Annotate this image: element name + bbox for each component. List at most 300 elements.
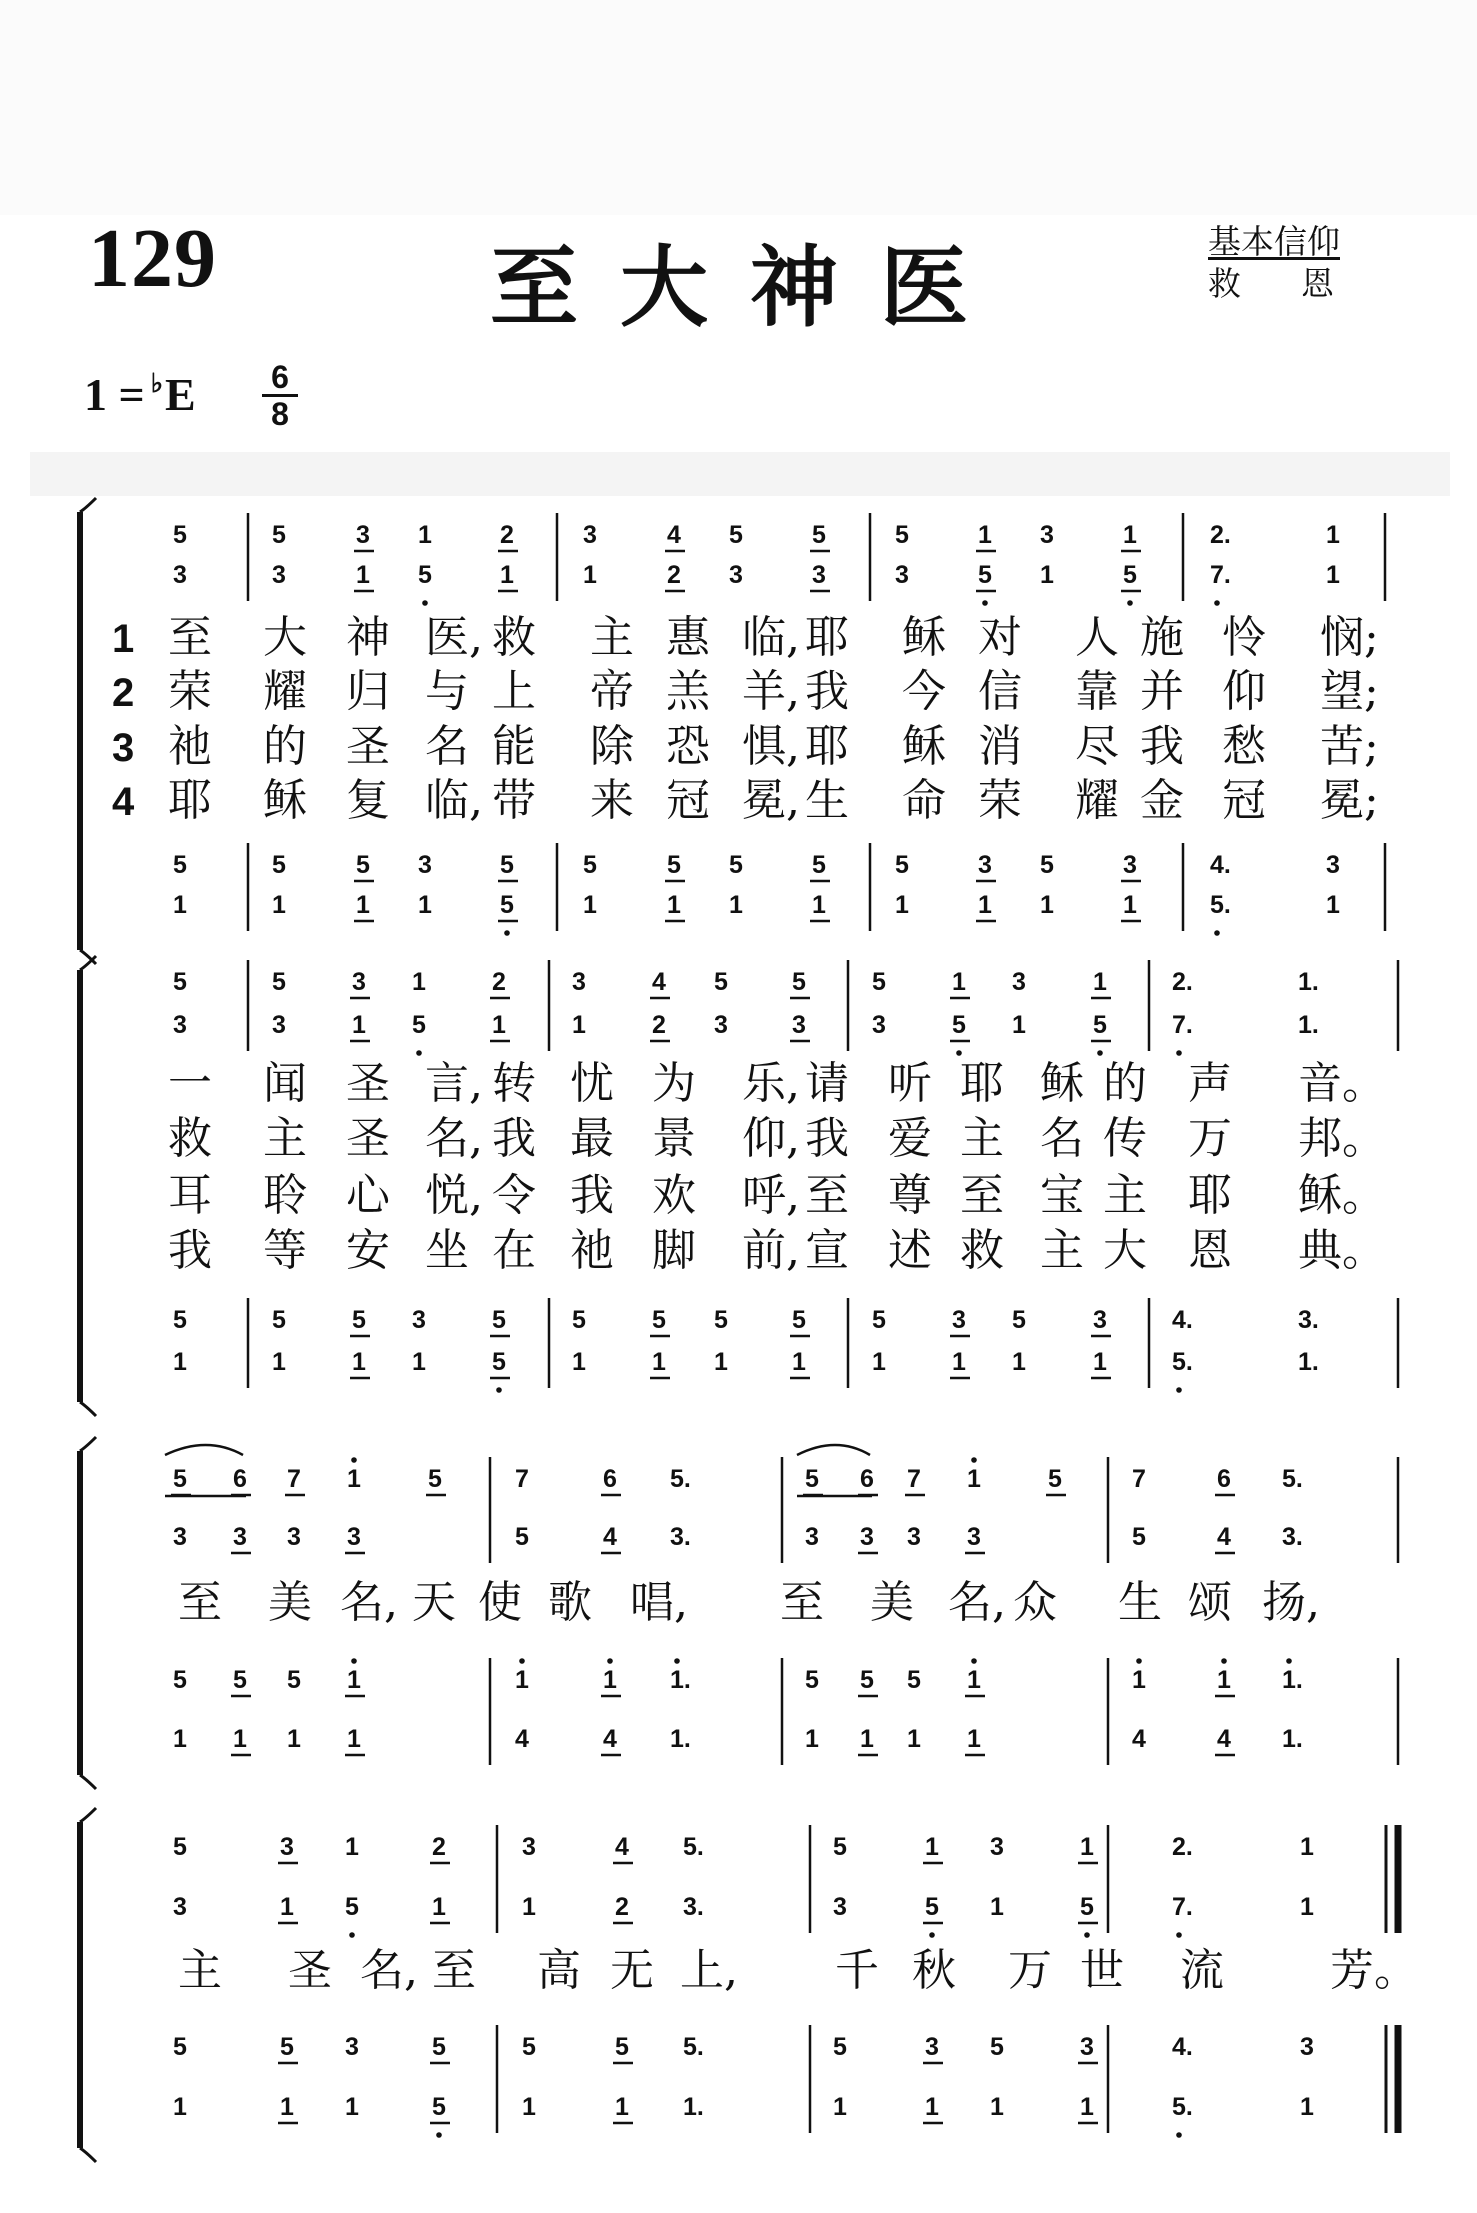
lyric-char: 临, [425, 775, 483, 826]
alto-note: 3 [272, 1011, 286, 1039]
melody-note: 1 [1093, 968, 1107, 996]
melody-note: 5 [805, 1465, 819, 1493]
tenor-note: 5 [492, 1306, 506, 1334]
melody-note: 1 [418, 521, 432, 549]
lyric-char: 临, [742, 612, 800, 663]
bass-note: 1 [173, 1348, 187, 1376]
lyric-char: 悦, [425, 1170, 483, 1221]
bass-note: 1 [352, 1348, 366, 1376]
octave-high-dot [674, 1658, 680, 1664]
lyric-char: 冕; [1320, 775, 1379, 826]
alto-note: 3. [670, 1523, 691, 1551]
lyric-char: 转 [492, 1058, 536, 1109]
bass-note: 5 [492, 1348, 506, 1376]
tenor-note: 1 [603, 1666, 617, 1694]
alto-note: 1 [583, 561, 597, 589]
tenor-note: 3 [1080, 2033, 1094, 2061]
key-signature [84, 368, 196, 421]
octave-low-dot [1214, 930, 1220, 936]
bass-note: 1. [1298, 1348, 1319, 1376]
tenor-note: 5 [280, 2033, 294, 2061]
lyric-char: 最 [570, 1113, 614, 1164]
alto-note: 3 [805, 1523, 819, 1551]
bracket-hook-bottom [80, 950, 96, 964]
lyric-char: 呼, [742, 1170, 800, 1221]
lyric-char: 歌 [548, 1577, 592, 1628]
tenor-note: 5 [652, 1306, 666, 1334]
alto-note: 3 [173, 1011, 187, 1039]
octave-low-dot [1127, 600, 1133, 606]
lyric-char: 恐 [666, 721, 710, 772]
melody-note: 4 [652, 968, 666, 996]
lyric-char: 一 [168, 1058, 212, 1109]
tenor-note: 5 [572, 1306, 586, 1334]
lyric-char: 帝 [590, 666, 634, 717]
lyric-char: 救 [960, 1225, 1004, 1276]
alto-note: 5 [1132, 1523, 1146, 1551]
octave-high-dot [1136, 1658, 1142, 1664]
lyric-char: 大 [1103, 1225, 1147, 1276]
lyric-char: 唱, [630, 1577, 688, 1628]
lyric-char: 主 [960, 1113, 1004, 1164]
melody-note: 1 [347, 1465, 361, 1493]
lyric-char: 颂 [1188, 1577, 1232, 1628]
alto-note: 1. [1298, 1011, 1319, 1039]
lyric-char: 稣。 [1298, 1170, 1386, 1221]
alto-note: 7. [1172, 1011, 1193, 1039]
lyric-char: 仰, [742, 1113, 800, 1164]
lyric-char: 传 [1103, 1113, 1147, 1164]
bass-note: 1 [272, 1348, 286, 1376]
lyric-char: 名, [340, 1577, 398, 1628]
alto-note: 1 [356, 561, 370, 589]
lyric-char: 的 [1103, 1058, 1147, 1109]
melody-note: 4 [615, 1833, 629, 1861]
tenor-note: 3 [925, 2033, 939, 2061]
melody-note: 2 [492, 968, 506, 996]
tenor-note: 5 [583, 851, 597, 879]
lyric-char: 大 [263, 612, 307, 663]
alto-note: 1 [522, 1893, 536, 1921]
lyric-char: 稣 [1040, 1058, 1084, 1109]
alto-note: 5 [925, 1893, 939, 1921]
key-note: E [164, 369, 196, 420]
lyric-char: 心 [346, 1170, 390, 1221]
octave-low-dot [1084, 1932, 1090, 1938]
lyric-char: 医, [425, 612, 483, 663]
tenor-note: 5 [833, 2033, 847, 2061]
tenor-note: 3 [1093, 1306, 1107, 1334]
lyric-char: 望; [1320, 666, 1379, 717]
lyric-char: 耶 [960, 1058, 1004, 1109]
alto-note: 3 [173, 561, 187, 589]
lyric-char: 我 [1140, 721, 1184, 772]
bass-note: 1 [978, 891, 992, 919]
tenor-note: 3 [978, 851, 992, 879]
lyric-char: 主 [263, 1113, 307, 1164]
melody-note: 5 [714, 968, 728, 996]
hymn-title: 至大神医 [490, 235, 1011, 339]
melody-note: 5 [895, 521, 909, 549]
bracket-hook-top [80, 956, 96, 970]
lyric-char: 声 [1188, 1058, 1232, 1109]
octave-low-dot [349, 1932, 355, 1938]
lyric-char: 至 [168, 612, 212, 663]
tenor-note: 1 [967, 1666, 981, 1694]
lyric-char: 冠 [1222, 775, 1266, 826]
lyric-char: 邦。 [1298, 1113, 1386, 1164]
bass-note: 1 [1080, 2093, 1094, 2121]
tenor-note: 5 [907, 1666, 921, 1694]
lyric-char: 天 [412, 1577, 456, 1628]
time-signature [262, 360, 298, 431]
alto-note: 3 [272, 561, 286, 589]
bass-note: 1 [173, 891, 187, 919]
octave-high-dot [971, 1658, 977, 1664]
lyric-char: 名 [1040, 1113, 1084, 1164]
lyric-char: 能 [492, 721, 536, 772]
melody-note: 1 [1080, 1833, 1094, 1861]
lyric-char: 荣 [168, 666, 212, 717]
alto-note: 3 [714, 1011, 728, 1039]
melody-note: 3 [1012, 968, 1026, 996]
lyric-char: 欢 [652, 1170, 696, 1221]
time-signature-top: 6 [271, 359, 289, 395]
alto-note: 3 [907, 1523, 921, 1551]
bass-note: 1 [833, 2093, 847, 2121]
lyric-char: 圣 [346, 1113, 390, 1164]
lyric-char: 上 [492, 666, 536, 717]
slur [797, 1445, 870, 1455]
alto-note: 5 [345, 1893, 359, 1921]
alto-note: 1 [1326, 561, 1340, 589]
lyric-char: 复 [346, 775, 390, 826]
lyric-char: 在 [492, 1225, 536, 1276]
alto-note: 5 [952, 1011, 966, 1039]
lyric-char: 我 [805, 1113, 849, 1164]
lyric-char: 聆 [263, 1170, 307, 1221]
lyric-char: 为 [652, 1058, 696, 1109]
bracket-hook-top [80, 498, 96, 512]
bass-note: 1 [805, 1725, 819, 1753]
lyric-char: 耶 [805, 612, 849, 663]
lyric-char: 悯; [1320, 612, 1379, 663]
tenor-note: 5 [272, 1306, 286, 1334]
lyric-char: 前, [742, 1225, 800, 1276]
lyric-char: 流 [1180, 1945, 1224, 1996]
bracket-hook-bottom [80, 1775, 96, 1789]
octave-low-dot [1176, 2132, 1182, 2138]
flat-sign: ♭ [150, 369, 163, 398]
melody-note: 1. [1298, 968, 1319, 996]
lyric-char: 至 [960, 1170, 1004, 1221]
tenor-note: 3 [412, 1306, 426, 1334]
tenor-note: 5 [173, 2033, 187, 2061]
bass-note: 1 [615, 2093, 629, 2121]
lyric-char: 音。 [1298, 1058, 1386, 1109]
tenor-note: 5 [714, 1306, 728, 1334]
lyric-char: 祂 [570, 1225, 614, 1276]
octave-high-dot [607, 1658, 613, 1664]
melody-note: 6 [603, 1465, 617, 1493]
bracket-hook-top [80, 1808, 96, 1822]
melody-note: 5 [173, 1833, 187, 1861]
octave-high-dot [1221, 1658, 1227, 1664]
lyric-char: 耶 [1188, 1170, 1232, 1221]
alto-note: 1 [572, 1011, 586, 1039]
alto-note: 3 [233, 1523, 247, 1551]
lyric-char: 乐, [742, 1058, 800, 1109]
alto-note: 1 [432, 1893, 446, 1921]
alto-note: 3 [173, 1893, 187, 1921]
melody-note: 1 [345, 1833, 359, 1861]
hymn-number: 129 [88, 212, 217, 305]
alto-note: 3 [347, 1523, 361, 1551]
octave-low-dot [1176, 1050, 1182, 1056]
melody-note: 5 [729, 521, 743, 549]
bass-note: 1 [860, 1725, 874, 1753]
time-signature-bottom: 8 [262, 394, 298, 431]
lyric-char: 我 [168, 1225, 212, 1276]
melody-note: 7 [1132, 1465, 1146, 1493]
melody-note: 3 [352, 968, 366, 996]
lyric-char: 我 [570, 1170, 614, 1221]
bracket-hook-bottom [80, 2148, 96, 2162]
lyric-char: 至 [178, 1577, 222, 1628]
bass-note: 1 [1300, 2093, 1314, 2121]
lyric-char: 信 [978, 666, 1022, 717]
alto-note: 5 [412, 1011, 426, 1039]
tenor-note: 5 [1040, 851, 1054, 879]
alto-note: 4 [1217, 1523, 1231, 1551]
tenor-note: 5 [812, 851, 826, 879]
lyric-char: 圣 [346, 1058, 390, 1109]
melody-note: 5 [173, 1465, 187, 1493]
alto-note: 3 [872, 1011, 886, 1039]
melody-note: 1 [412, 968, 426, 996]
verse-number: 1 [112, 617, 135, 661]
melody-note: 6 [860, 1465, 874, 1493]
lyric-char: 名, [425, 1113, 483, 1164]
alto-note: 3 [173, 1523, 187, 1551]
lyric-char: 施 [1140, 612, 1184, 663]
alto-note: 3. [683, 1893, 704, 1921]
tenor-note: 5 [615, 2033, 629, 2061]
lyric-char: 坐 [425, 1225, 469, 1276]
lyric-char: 安 [346, 1225, 390, 1276]
lyric-char: 扬, [1262, 1577, 1320, 1628]
melody-note: 5 [272, 968, 286, 996]
lyric-char: 命 [902, 775, 946, 826]
category-secondary-a: 救 [1208, 264, 1241, 303]
melody-note: 1 [952, 968, 966, 996]
octave-low-dot [929, 1932, 935, 1938]
bass-note: 5. [1172, 2093, 1193, 2121]
tenor-note: 5 [500, 851, 514, 879]
tenor-note: 1 [347, 1666, 361, 1694]
bass-note: 1 [1093, 1348, 1107, 1376]
alto-note: 1 [1040, 561, 1054, 589]
bass-note: 1 [907, 1725, 921, 1753]
lyric-char: 来 [590, 775, 634, 826]
bass-note: 5. [1210, 891, 1231, 919]
slur [165, 1445, 243, 1455]
lyric-char: 千 [835, 1945, 879, 1996]
lyric-char: 带 [492, 775, 536, 826]
bass-note: 1 [792, 1348, 806, 1376]
melody-note: 3 [1040, 521, 1054, 549]
melody-note: 5 [272, 521, 286, 549]
melody-note: 1 [1123, 521, 1137, 549]
bass-note: 1 [729, 891, 743, 919]
top-margin-band [0, 0, 1477, 215]
lyric-char: 生 [1118, 1577, 1162, 1628]
tenor-note: 3 [1300, 2033, 1314, 2061]
tenor-note: 3 [1326, 851, 1340, 879]
bass-note: 1 [667, 891, 681, 919]
lyric-char: 芳。 [1330, 1945, 1418, 1996]
melody-note: 3 [356, 521, 370, 549]
tenor-note: 1 [1217, 1666, 1231, 1694]
tenor-note: 3 [1123, 851, 1137, 879]
octave-low-dot [416, 1050, 422, 1056]
lyric-char: 消 [978, 721, 1022, 772]
bass-note: 1 [412, 1348, 426, 1376]
lyric-char: 对 [978, 612, 1022, 663]
lyric-char: 金 [1140, 775, 1184, 826]
lyric-char: 主 [1103, 1170, 1147, 1221]
lyric-char: 耶 [168, 775, 212, 826]
melody-note: 1 [967, 1465, 981, 1493]
bass-note: 1 [714, 1348, 728, 1376]
bass-note: 1 [872, 1348, 886, 1376]
alto-note: 5 [418, 561, 432, 589]
bass-note: 1 [572, 1348, 586, 1376]
lyric-char: 尊 [888, 1170, 932, 1221]
tenor-note: 5 [805, 1666, 819, 1694]
lyric-char: 羔 [666, 666, 710, 717]
lyric-char: 万 [1188, 1113, 1232, 1164]
lyric-char: 万 [1008, 1945, 1052, 1996]
lyric-char: 耀 [263, 666, 307, 717]
octave-low-dot [982, 600, 988, 606]
alto-note: 7. [1210, 561, 1231, 589]
melody-note: 5 [833, 1833, 847, 1861]
melody-note: 3 [990, 1833, 1004, 1861]
alto-note: 3 [833, 1893, 847, 1921]
bass-note: 4 [1132, 1725, 1146, 1753]
lyric-char: 惠 [666, 612, 710, 663]
lyric-char: 愁 [1222, 721, 1266, 772]
octave-low-dot [422, 600, 428, 606]
tenor-note: 5 [233, 1666, 247, 1694]
verse-number: 4 [112, 780, 135, 824]
bass-note: 1 [895, 891, 909, 919]
category-primary: 基本信仰 [1208, 222, 1340, 261]
lyric-char: 言, [425, 1058, 483, 1109]
bass-note: 1 [952, 1348, 966, 1376]
tenor-note: 5 [352, 1306, 366, 1334]
alto-note: 2 [667, 561, 681, 589]
bass-note: 4 [603, 1725, 617, 1753]
lyric-char: 祂 [168, 721, 212, 772]
octave-low-dot [496, 1387, 502, 1393]
lyric-char: 众 [1013, 1577, 1057, 1628]
alto-note: 5 [1093, 1011, 1107, 1039]
alto-note: 3 [792, 1011, 806, 1039]
lyric-char: 冠 [666, 775, 710, 826]
melody-note: 1 [1300, 1833, 1314, 1861]
lyric-char: 稣 [263, 775, 307, 826]
melody-note: 5 [812, 521, 826, 549]
octave-low-dot [1214, 600, 1220, 606]
lyric-char: 典。 [1298, 1225, 1386, 1276]
melody-note: 7 [287, 1465, 301, 1493]
bass-note: 1 [347, 1725, 361, 1753]
octave-low-dot [1097, 1050, 1103, 1056]
tenor-note: 4. [1210, 851, 1231, 879]
bass-note: 4 [515, 1725, 529, 1753]
alto-note: 3 [860, 1523, 874, 1551]
lyric-char: 仰 [1222, 666, 1266, 717]
lyric-char: 耶 [805, 721, 849, 772]
tenor-note: 5 [432, 2033, 446, 2061]
lyric-char: 怜 [1222, 612, 1266, 663]
lyric-char: 至 [805, 1170, 849, 1221]
paper-shade [30, 452, 1450, 496]
melody-note: 2. [1172, 968, 1193, 996]
tenor-note: 5 [173, 851, 187, 879]
tenor-note: 5 [173, 1666, 187, 1694]
tenor-note: 3 [418, 851, 432, 879]
bass-note: 1 [1012, 1348, 1026, 1376]
lyric-char: 世 [1080, 1945, 1124, 1996]
alto-note: 3 [729, 561, 743, 589]
tenor-note: 5 [173, 1306, 187, 1334]
tenor-note: 1 [1132, 1666, 1146, 1694]
lyric-char: 冕, [742, 775, 800, 826]
tenor-note: 4. [1172, 2033, 1193, 2061]
lyric-char: 归 [346, 666, 390, 717]
tenor-note: 3. [1298, 1306, 1319, 1334]
melody-note: 2 [500, 521, 514, 549]
alto-note: 3 [812, 561, 826, 589]
lyric-char: 至 [432, 1945, 476, 1996]
lyric-char: 主 [178, 1945, 222, 1996]
alto-note: 2 [615, 1893, 629, 1921]
category-secondary-b: 恩 [1301, 264, 1334, 303]
lyric-char: 无 [610, 1945, 654, 1996]
tenor-note: 1 [515, 1666, 529, 1694]
octave-high-dot [351, 1457, 357, 1463]
lyric-char: 除 [590, 721, 634, 772]
lyric-char: 与 [425, 666, 469, 717]
tenor-note: 5 [522, 2033, 536, 2061]
tenor-note: 5 [1012, 1306, 1026, 1334]
lyric-char: 人 [1075, 612, 1119, 663]
lyric-char: 请 [805, 1058, 849, 1109]
alto-note: 1 [492, 1011, 506, 1039]
alto-note: 5 [515, 1523, 529, 1551]
melody-note: 1 [925, 1833, 939, 1861]
bass-note: 1 [418, 891, 432, 919]
melody-note: 5 [428, 1465, 442, 1493]
melody-note: 3 [522, 1833, 536, 1861]
tenor-note: 5 [990, 2033, 1004, 2061]
bass-note: 5. [1172, 1348, 1193, 1376]
melody-note: 2. [1172, 1833, 1193, 1861]
melody-note: 5 [792, 968, 806, 996]
